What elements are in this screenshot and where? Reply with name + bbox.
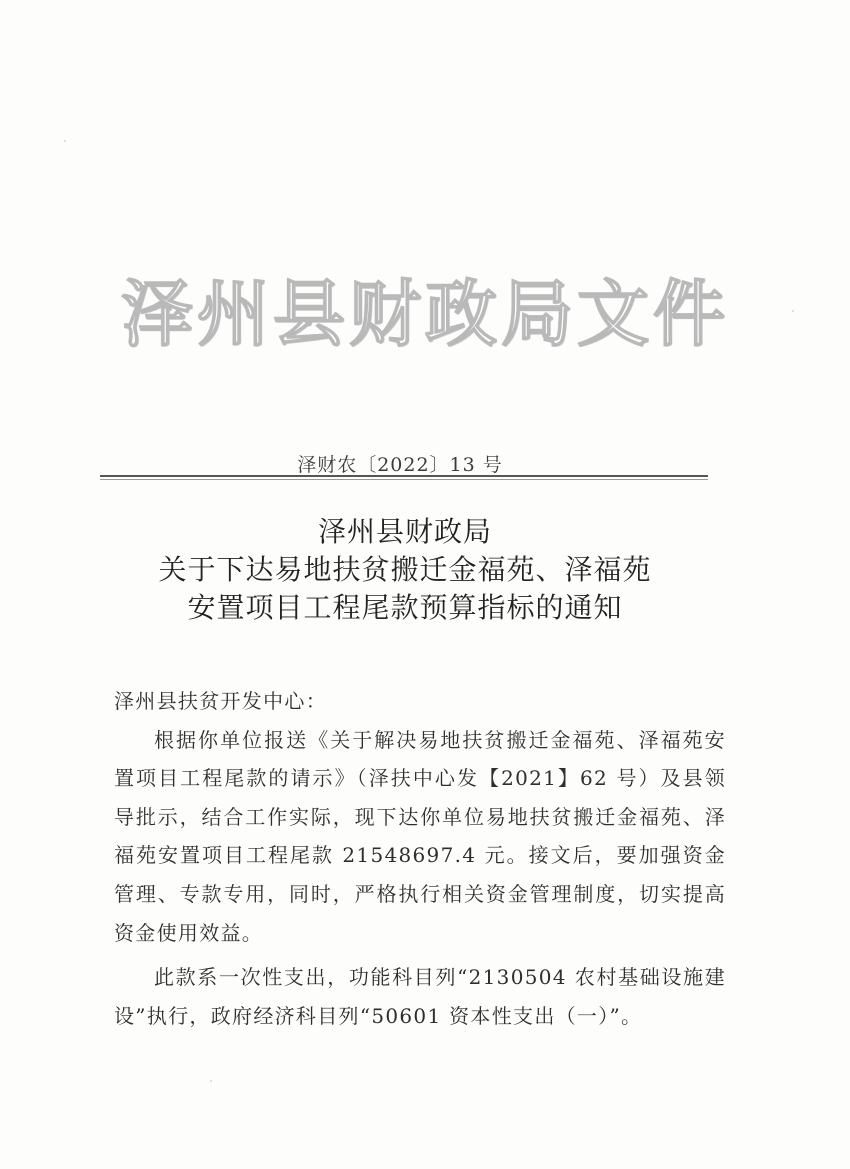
header-divider-thin <box>100 479 708 480</box>
scan-speck <box>210 1080 212 1082</box>
notice-title-line-1: 泽州县财政局 <box>317 515 492 548</box>
notice-title-line-2: 关于下达易地扶贫搬迁金福苑、泽福苑 <box>158 553 652 586</box>
header-divider <box>100 475 708 477</box>
notice-body <box>114 682 726 1035</box>
notice-title-line-3: 安置项目工程尾款预算指标的通知 <box>187 591 623 624</box>
paragraph-1: 根据你单位报送《关于解决易地扶贫搬迁金福苑、泽福苑安置项目工程尾款的请示》（泽扶中心发【2021】62 号）及县领导批示，结合工作实际，现下达你单位易地扶贫搬迁金福苑、泽福苑安置项目工程尾款 21548697.4 元。接文后，要加强资金管理、专款专用，同时，严格执行相关资金管理制度，切实提高资金使用效益。 <box>114 727 726 945</box>
document-header-title: 泽州县财政局文件 <box>120 271 729 356</box>
document-number: 泽财农〔2022〕13 号 <box>297 454 503 476</box>
paragraph-2: 此款系一次性支出，功能科目列“2130504 农村基础设施建设”执行，政府经济科目列“50601 资本性支出（一）”。 <box>114 965 726 1028</box>
notice-title <box>0 513 810 627</box>
scan-speck <box>64 140 66 142</box>
salutation: 泽州县扶贫开发中心： <box>114 689 327 713</box>
